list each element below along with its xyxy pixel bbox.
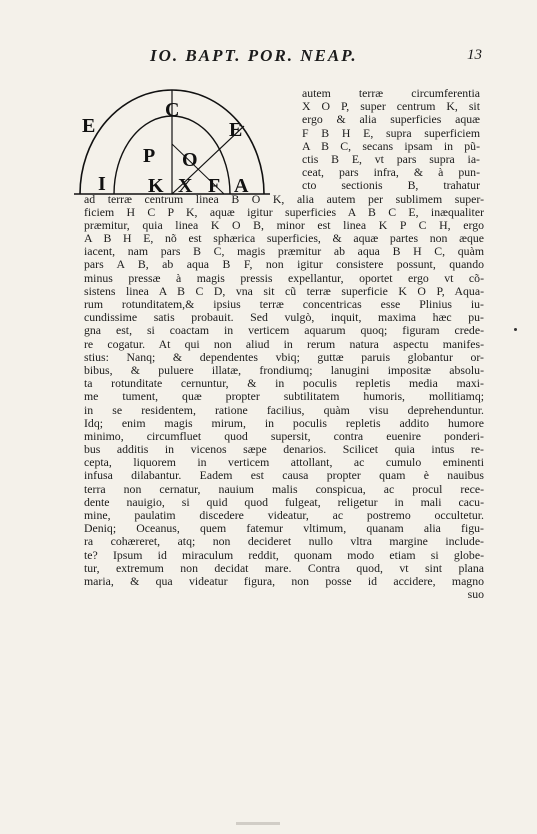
text-line: bus additis in vicenos sæpe denarios. Scilicet quia intus re- bbox=[84, 443, 484, 457]
text-line: cepta, liquorem in verticem attollant, ac cumulo eminenti bbox=[84, 456, 484, 470]
text-line: gna est, si coactam in verticem aquarum quoq; figuram crede- bbox=[84, 324, 484, 338]
text-line: X O P, super centrum K, sit bbox=[302, 100, 480, 114]
letter-a: A bbox=[234, 175, 249, 197]
text-line: ceat, pars infra, & à pun- bbox=[302, 166, 480, 180]
text-line: Deniq; Oceanus, quem fatemur vltimum, quanam alia figu- bbox=[84, 522, 484, 536]
text-line: pars A B, ab aqua B F, non igitur consistere possunt, quando bbox=[84, 258, 484, 272]
letter-c: C bbox=[165, 99, 180, 121]
text-line: ad terræ centrum linea B O K, alia autem per sublimem super- bbox=[84, 192, 484, 206]
text-line: stius: Nanq; & dependentes vbiq; guttæ paruis globantur or- bbox=[84, 350, 484, 364]
text-line: te? Ipsum id miraculum reddit, quonam modo etiam si globe- bbox=[84, 548, 484, 562]
text-line: ctis B E, vt pars supra ia- bbox=[302, 152, 480, 166]
text-line: ficiem H C P K, aquæ igitur superficies A B C E, inæqualiter bbox=[84, 205, 484, 219]
text-line: terra non cernatur, nauium malis conspicua, ac procul rece- bbox=[84, 482, 484, 496]
running-head: IO. BAPT. POR. NEAP. bbox=[150, 46, 358, 65]
text-line: Idq; enim magis mirum, in poculis repletis addito humore bbox=[84, 416, 484, 430]
text-line: ra cohæreret, atq; non decideret nullo vltra margine include- bbox=[84, 535, 484, 549]
catchword: suo bbox=[467, 588, 484, 602]
text-line: iacent, nam pars B C, magis præmitur ab aqua B H C, quàm bbox=[84, 245, 484, 259]
page-number: 13 bbox=[467, 47, 482, 63]
page-header bbox=[110, 46, 490, 72]
text-line: in se residentem, ratione facilius, quàm visu deprehenduntur. bbox=[84, 403, 484, 417]
margin-mark bbox=[514, 328, 517, 331]
text-line: maria, & qua videatur figura, non posse id accidere, magno bbox=[84, 574, 484, 588]
text-line: dente nauigio, si quid quod fulgeat, religetur in mali cacu- bbox=[84, 495, 484, 509]
letter-p: P bbox=[143, 145, 156, 167]
text-line: minus pressæ à magis pressis expellantur, oportet ergo vt cõ- bbox=[84, 271, 484, 285]
text-line: præmitur, quia linea K O B, minor est linea K P C H, ergo bbox=[84, 218, 484, 232]
bottom-smudge bbox=[236, 822, 280, 825]
letter-f: F bbox=[208, 175, 221, 197]
text-line: A B C, secans ipsam in pũ- bbox=[302, 139, 480, 153]
letter-x: X bbox=[178, 175, 193, 197]
text-line: sistens linea A B C D, vna sit cũ terræ superficie K O P, Aqua- bbox=[84, 284, 484, 298]
text-line: A B H E, nõ est sphærica superficies, & aquæ partes non æque bbox=[84, 232, 484, 246]
text-line: re cogatur. At qui non aliud in rerum natura aspectu manifes- bbox=[84, 337, 484, 351]
text-line: cundissime satis probauit. Sed vulgò, inquit, maxima hæc pu- bbox=[84, 311, 484, 325]
letter-k: K bbox=[148, 175, 164, 197]
letter-e-left: E bbox=[82, 115, 96, 137]
text-line: minimo, circumfluet quod supersit, contra euenire ponderi- bbox=[84, 429, 484, 443]
letter-o: O bbox=[182, 149, 198, 171]
text-line: F B H E, supra superficiem bbox=[302, 126, 480, 140]
text-block bbox=[84, 87, 484, 601]
text-line: bibus, & puluere illatæ, frondiumq; lanugini impositæ absolu- bbox=[84, 363, 484, 377]
text-line: rum rotunditatem,& ipsius terræ concentricas esse Plinius iu- bbox=[84, 298, 484, 311]
text-line: ergo & alia superficies aquæ bbox=[302, 113, 480, 127]
text-line: tur, extremum non decidat mare. Contra quod, vt sint plana bbox=[84, 561, 484, 575]
text-line: cto sectionis B, trahatur bbox=[302, 179, 480, 193]
letter-i: I bbox=[98, 173, 106, 195]
text-line: infusa dilabantur. Eadem est causa propter quam è nauibus bbox=[84, 469, 484, 483]
text-line: mine, paulatim discedere videatur, ac postremo occultetur. bbox=[84, 509, 484, 522]
letter-e-right: E bbox=[229, 119, 243, 141]
text-line: me tument, quæ propter subtilitatem humoris, mollitiamq; bbox=[84, 390, 484, 404]
text-line: ta rotunditate cernuntur, & in poculis repletis media maxi- bbox=[84, 377, 484, 391]
text-line: autem terræ circumferentia bbox=[302, 87, 480, 100]
